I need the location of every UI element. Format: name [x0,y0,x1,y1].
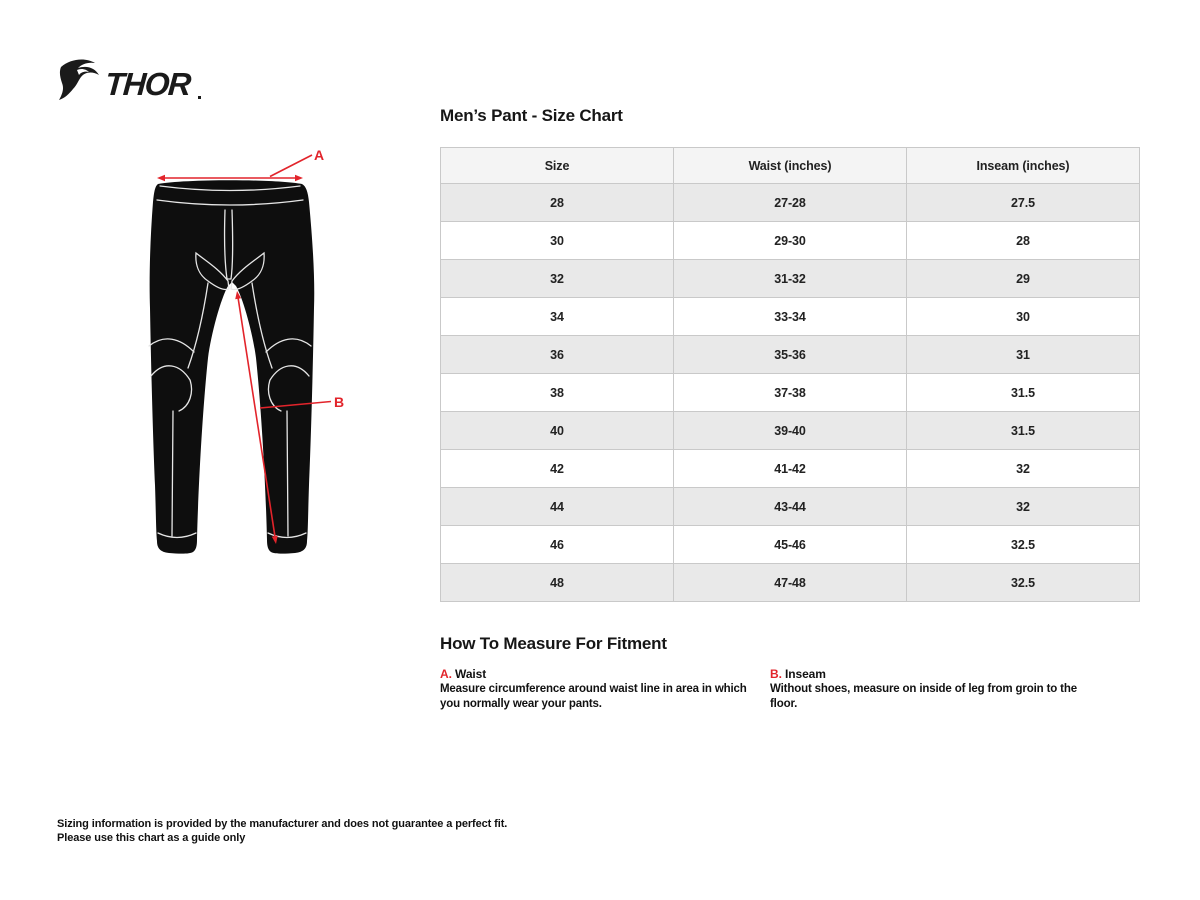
inseam-cell: 29 [907,260,1140,298]
waist-cell: 41-42 [674,450,907,488]
goat-head-icon [59,60,99,100]
thor-logo [57,58,207,106]
table-row [441,564,1140,602]
waist-cell: 47-48 [674,564,907,602]
size-cell: 38 [441,374,674,412]
size-chart-title: Men’s Pant - Size Chart [440,106,623,125]
size-cell: 42 [441,450,674,488]
table-row [441,336,1140,374]
table-row [441,374,1140,412]
table-row [441,184,1140,222]
inseam-cell: 31.5 [907,374,1140,412]
disclaimer-line-2: Please use this chart as a guide only [57,831,246,844]
inseam-cell: 31.5 [907,412,1140,450]
waist-cell: 39-40 [674,412,907,450]
inseam-cell: 28 [907,222,1140,260]
size-cell: 36 [441,336,674,374]
waist-cell: 35-36 [674,336,907,374]
sizing-disclaimer [57,818,507,845]
table-row [441,450,1140,488]
pants-measurement-diagram [120,140,380,570]
size-cell: 44 [441,488,674,526]
label-a-leader-line [270,155,312,177]
inseam-cell: 32.5 [907,526,1140,564]
measure-letter-a: A. [440,667,452,681]
measure-item-inseam [770,667,1080,711]
waist-cell: 29-30 [674,222,907,260]
label-a: A [314,147,325,163]
size-cell: 48 [441,564,674,602]
waist-cell: 45-46 [674,526,907,564]
inseam-cell: 32 [907,450,1140,488]
table-row [441,412,1140,450]
header-row [441,148,1140,184]
column-header-waist: Waist (inches) [674,148,907,184]
size-cell: 46 [441,526,674,564]
size-cell: 28 [441,184,674,222]
waist-cell: 33-34 [674,298,907,336]
column-header-size: Size [441,148,674,184]
table-row [441,222,1140,260]
how-to-measure-section [440,634,1140,711]
waist-cell: 27-28 [674,184,907,222]
label-b: B [334,394,345,410]
table-row [441,488,1140,526]
measure-description-inseam: Without shoes, measure on inside of leg from groin to the floor. [770,683,1077,710]
size-cell: 30 [441,222,674,260]
disclaimer-line-1: Sizing information is provided by the manufacturer and does not guarantee a perfect fit. [57,818,508,830]
waist-cell: 37-38 [674,374,907,412]
column-header-inseam: Inseam (inches) [907,148,1140,184]
measure-name-inseam: Inseam [785,667,826,681]
how-to-measure-title: How To Measure For Fitment [440,634,667,653]
size-cell: 34 [441,298,674,336]
table-row [441,298,1140,336]
size-cell: 32 [441,260,674,298]
inseam-cell: 27.5 [907,184,1140,222]
waist-cell: 31-32 [674,260,907,298]
inseam-cell: 32 [907,488,1140,526]
measure-letter-b: B. [770,667,782,681]
measure-description-waist: Measure circumference around waist line in area in which you normally wear your pants. [440,683,747,710]
inseam-cell: 32.5 [907,564,1140,602]
inseam-cell: 30 [907,298,1140,336]
measure-item-waist [440,667,750,711]
size-chart-table [440,147,1140,602]
table-row [441,526,1140,564]
size-table-header [441,148,1140,184]
inseam-cell: 31 [907,336,1140,374]
waist-cell: 43-44 [674,488,907,526]
measure-name-waist: Waist [455,667,487,681]
size-cell: 40 [441,412,674,450]
thor-logo-text: THOR [103,66,192,102]
size-table-body [441,184,1140,602]
table-row [441,260,1140,298]
